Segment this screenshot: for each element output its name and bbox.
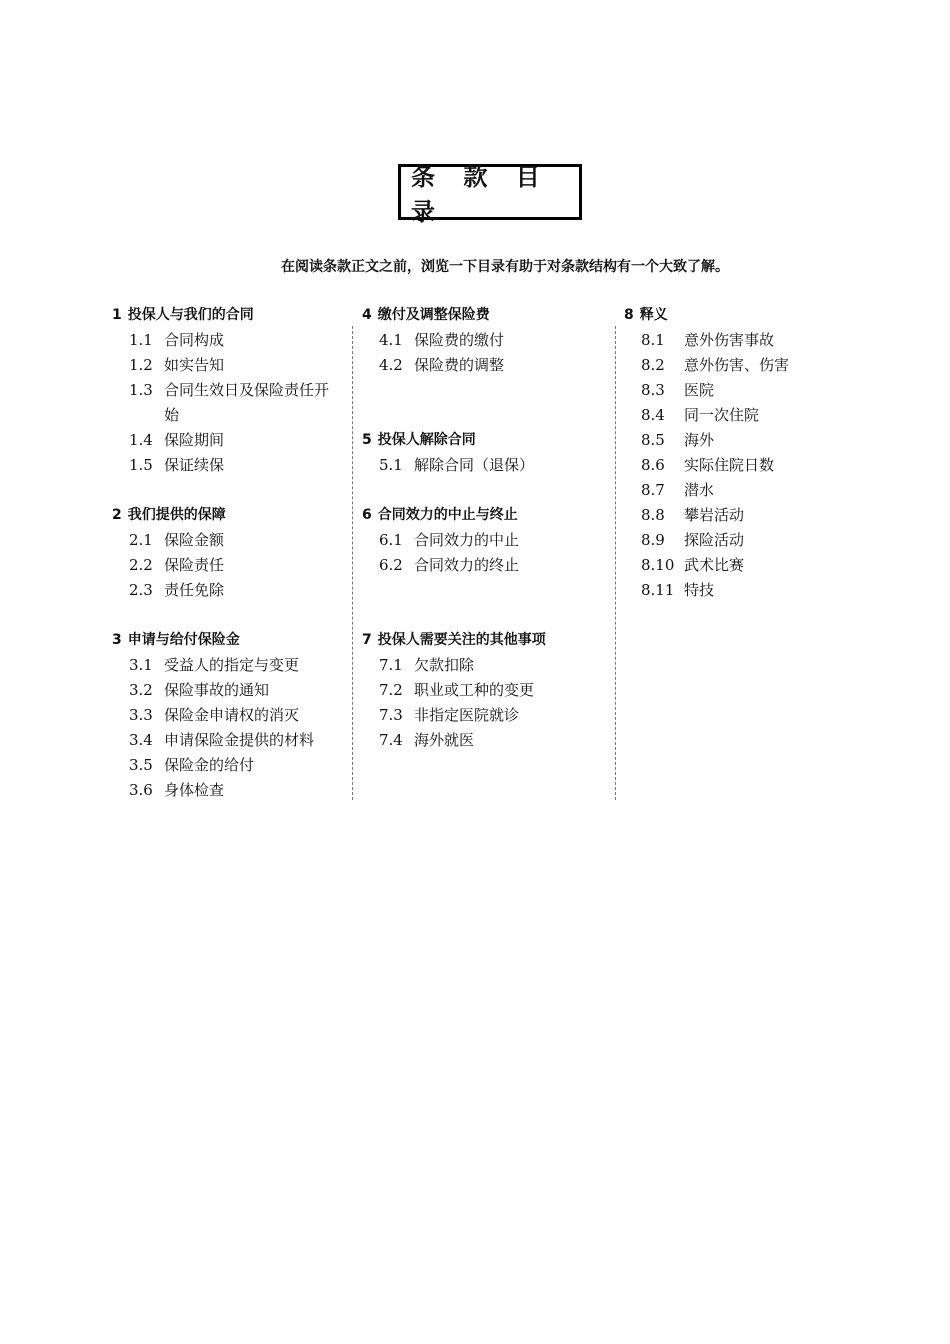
toc-section [624, 303, 854, 603]
toc-item-label: 合同构成 [164, 331, 225, 349]
toc-item-number: 8.4 [641, 406, 665, 424]
toc-item-number: 8.9 [641, 531, 665, 549]
toc-item-number: 2.1 [129, 531, 153, 549]
toc-item[interactable] [624, 428, 854, 453]
toc-item[interactable] [624, 578, 854, 603]
toc-item-number: 1.2 [129, 356, 153, 374]
toc-item-number: 1.3 [129, 381, 153, 399]
toc-section-number: 1 [112, 307, 122, 323]
toc-item-number: 4.1 [379, 331, 403, 349]
toc-item-label: 保险金申请权的消灭 [164, 706, 300, 724]
toc-title-box [398, 163, 582, 226]
toc-item-number: 4.2 [379, 356, 403, 374]
toc-item-number: 8.6 [641, 456, 665, 474]
toc-item-number: 1.5 [129, 456, 153, 474]
toc-item-label: 保险责任 [164, 556, 225, 574]
toc-item-label: 医院 [684, 381, 715, 399]
toc-item-label: 探险活动 [684, 531, 745, 549]
toc-item-number: 7.3 [379, 706, 403, 724]
toc-item[interactable] [112, 703, 350, 728]
toc-item-label: 责任免除 [164, 581, 225, 599]
toc-item-label: 特技 [684, 581, 715, 599]
toc-item-label: 意外伤害事故 [684, 331, 775, 349]
toc-item[interactable] [112, 578, 350, 603]
toc-item-number: 7.1 [379, 656, 403, 674]
toc-item-label: 合同效力的中止 [414, 531, 520, 549]
toc-item-label: 海外就医 [414, 731, 475, 749]
toc-item[interactable] [362, 553, 612, 578]
toc-item-number: 3.6 [129, 781, 153, 799]
toc-column-1 [112, 303, 350, 828]
toc-item[interactable] [112, 378, 350, 428]
toc-item[interactable] [624, 553, 854, 578]
toc-item[interactable] [362, 653, 612, 678]
toc-section [362, 503, 612, 578]
toc-section-number: 2 [112, 507, 122, 523]
toc-section [112, 503, 350, 603]
toc-item-label: 职业或工种的变更 [414, 681, 535, 699]
toc-item-number: 5.1 [379, 456, 403, 474]
toc-item-label: 保险金额 [164, 531, 225, 549]
toc-section-label: 合同效力的中止与终止 [377, 507, 518, 523]
toc-item-number: 8.7 [641, 481, 665, 499]
toc-section-title[interactable] [624, 303, 854, 328]
toc-section-title[interactable] [112, 628, 350, 653]
toc-section-number: 3 [112, 632, 122, 648]
toc-item[interactable] [112, 453, 350, 478]
toc-item-label: 非指定医院就诊 [414, 706, 520, 724]
toc-item-label: 保险期间 [164, 431, 225, 449]
toc-item[interactable] [362, 328, 612, 353]
toc-item[interactable] [112, 653, 350, 678]
toc-item-number: 6.2 [379, 556, 403, 574]
toc-section-title[interactable] [112, 303, 350, 328]
toc-item[interactable] [362, 728, 612, 753]
toc-item-label: 保险金的给付 [164, 756, 255, 774]
toc-item[interactable] [624, 403, 854, 428]
toc-section-number: 7 [362, 632, 372, 648]
toc-item[interactable] [624, 353, 854, 378]
toc-item-label: 合同生效日及保险责任开始 [164, 381, 330, 424]
toc-section-label: 投保人解除合同 [377, 432, 476, 448]
toc-item-label: 保险费的调整 [414, 356, 505, 374]
page-title: 条 款 目 录 [411, 163, 550, 226]
toc-item[interactable] [624, 453, 854, 478]
toc-item[interactable] [112, 353, 350, 378]
toc-item-number: 3.5 [129, 756, 153, 774]
toc-item-label: 身体检查 [164, 781, 225, 799]
toc-section-label: 释义 [639, 307, 668, 323]
toc-section-title[interactable] [362, 628, 612, 653]
toc-item[interactable] [362, 353, 612, 378]
toc-item-label: 武术比赛 [684, 556, 745, 574]
toc-section-label: 申请与给付保险金 [127, 632, 240, 648]
toc-section-title[interactable] [112, 503, 350, 528]
toc-item-number: 1.1 [129, 331, 153, 349]
toc-column-3 [624, 303, 854, 628]
column-divider-2 [615, 326, 616, 800]
toc-item-number: 8.10 [641, 556, 675, 574]
toc-item[interactable] [624, 478, 854, 503]
toc-item-label: 受益人的指定与变更 [164, 656, 300, 674]
toc-item-number: 7.2 [379, 681, 403, 699]
toc-item[interactable] [112, 528, 350, 553]
toc-section [112, 303, 350, 478]
toc-item-number: 8.8 [641, 506, 665, 524]
toc-section-title[interactable] [362, 303, 612, 328]
toc-item[interactable] [362, 453, 612, 478]
toc-item[interactable] [362, 678, 612, 703]
toc-section-number: 6 [362, 507, 372, 523]
toc-item-label: 合同效力的终止 [414, 556, 520, 574]
toc-item[interactable] [112, 728, 350, 753]
toc-item[interactable] [112, 553, 350, 578]
toc-item[interactable] [624, 503, 854, 528]
toc-section-number: 5 [362, 432, 372, 448]
toc-item-label: 保险费的缴付 [414, 331, 505, 349]
toc-item-label: 意外伤害、伤害 [684, 356, 790, 374]
toc-item[interactable] [112, 678, 350, 703]
toc-item[interactable] [362, 528, 612, 553]
toc-item-number: 3.2 [129, 681, 153, 699]
toc-item-number: 3.4 [129, 731, 153, 749]
toc-section-number: 4 [362, 307, 372, 323]
toc-item-label: 保险事故的通知 [164, 681, 270, 699]
toc-item-label: 如实告知 [164, 356, 225, 374]
toc-item-label: 保证续保 [164, 456, 225, 474]
toc-item-number: 8.5 [641, 431, 665, 449]
toc-item[interactable] [624, 378, 854, 403]
toc-item-number: 2.2 [129, 556, 153, 574]
toc-item[interactable] [624, 328, 854, 353]
toc-item-number: 7.4 [379, 731, 403, 749]
toc-item-label: 欠款扣除 [414, 656, 475, 674]
toc-item[interactable] [362, 703, 612, 728]
toc-section [362, 428, 612, 478]
toc-item-label: 潜水 [684, 481, 715, 499]
toc-item[interactable] [112, 328, 350, 353]
intro-text: 在阅读条款正文之前，浏览一下目录有助于对条款结构有一个大致了解。 [281, 259, 729, 275]
toc-section-number: 8 [624, 307, 634, 323]
toc-item-number: 8.1 [641, 331, 665, 349]
toc-item[interactable] [112, 753, 350, 778]
toc-column-2 [362, 303, 612, 778]
toc-section-title[interactable] [362, 428, 612, 453]
toc-item-number: 8.11 [641, 581, 675, 599]
toc-item-label: 申请保险金提供的材料 [164, 731, 315, 749]
toc-section [362, 628, 612, 753]
toc-item-number: 3.1 [129, 656, 153, 674]
toc-section-label: 投保人需要关注的其他事项 [377, 632, 546, 648]
toc-item-label: 同一次住院 [684, 406, 760, 424]
toc-section-title[interactable] [362, 503, 612, 528]
toc-section-label: 缴付及调整保险费 [377, 307, 490, 323]
toc-item-number: 2.3 [129, 581, 153, 599]
toc-item-number: 1.4 [129, 431, 153, 449]
toc-item[interactable] [624, 528, 854, 553]
toc-item-label: 海外 [684, 431, 715, 449]
toc-item[interactable] [112, 428, 350, 453]
toc-item-number: 3.3 [129, 706, 153, 724]
toc-section-label: 投保人与我们的合同 [127, 307, 254, 323]
toc-section [362, 303, 612, 378]
toc-item-number: 6.1 [379, 531, 403, 549]
toc-item[interactable] [112, 778, 350, 803]
toc-section [112, 628, 350, 803]
toc-item-label: 实际住院日数 [684, 456, 775, 474]
toc-item-number: 8.3 [641, 381, 665, 399]
column-divider-1 [352, 326, 353, 800]
toc-section-label: 我们提供的保障 [127, 507, 226, 523]
toc-item-label: 解除合同（退保） [414, 456, 535, 474]
toc-item-number: 8.2 [641, 356, 665, 374]
toc-item-label: 攀岩活动 [684, 506, 745, 524]
